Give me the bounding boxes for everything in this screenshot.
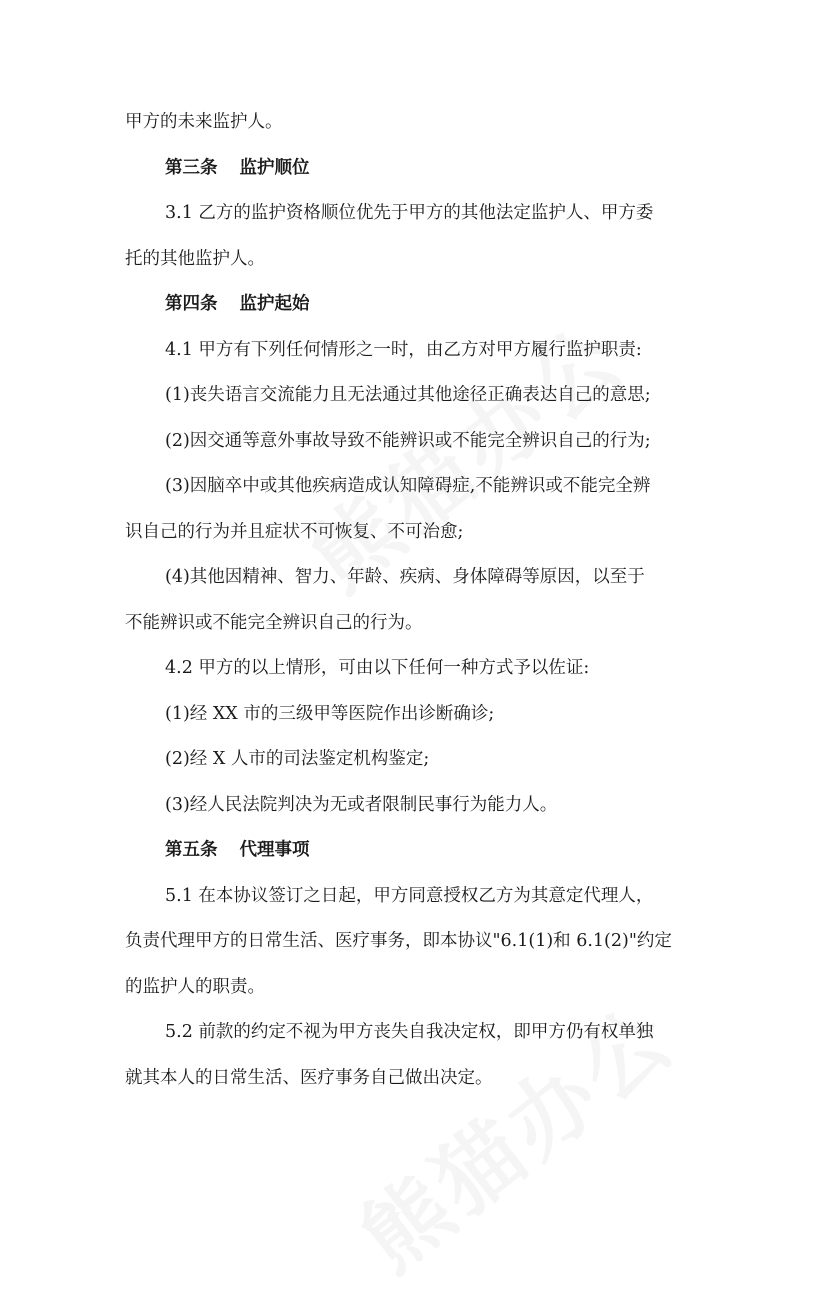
paragraph-line: 负责代理甲方的日常生活、医疗事务，即本协议"6.1(1)和 6.1(2)"约定 xyxy=(125,931,672,951)
list-item: (2)因交通等意外事故导致不能辨识或不能完全辨识自己的行为; xyxy=(165,430,651,451)
list-item: (2)经 X 人市的司法鉴定机构鉴定; xyxy=(165,749,430,769)
article-title: 监护顺位 xyxy=(239,157,310,178)
paragraph-line: 就其本人的日常生活、医疗事务自己做出决定。 xyxy=(125,1067,493,1088)
list-item: (4)其他因精神、智力、年龄、疾病、身体障碍等原因，以至于 xyxy=(165,567,645,587)
article-title: 代理事项 xyxy=(239,840,310,860)
paragraph-line: 的监护人的职责。 xyxy=(125,976,265,997)
clause-5-2: 5.2 前款的约定不视为甲方丧失自我决定权，即甲方仍有权单独 xyxy=(165,1022,654,1042)
paragraph-line: 识自己的行为并且症状不可恢复、不可治愈; xyxy=(125,521,464,542)
list-item: (1)经 XX 市的三级甲等医院作出诊断确诊; xyxy=(165,703,495,724)
article-5-heading xyxy=(125,828,710,874)
list-item: (1)丧失语言交流能力且无法通过其他途径正确表达自己的意思; xyxy=(165,385,651,405)
article-number: 第五条 xyxy=(165,840,218,860)
clause-4-1: 4.1 甲方有下列任何情形之一时，由乙方对甲方履行监护职责: xyxy=(165,339,642,360)
paragraph-line: 甲方的未来监护人。 xyxy=(125,112,283,132)
article-number: 第三条 xyxy=(165,157,218,178)
article-3-heading xyxy=(125,146,710,192)
article-title: 监护起始 xyxy=(239,294,310,314)
clause-5-1: 5.1 在本协议签订之日起，甲方同意授权乙方为其意定代理人， xyxy=(165,885,654,906)
clause-3-1: 3.1 乙方的监护资格顺位优先于甲方的其他法定监护人、甲方委 xyxy=(165,203,654,223)
document-page xyxy=(125,100,710,1101)
paragraph-line: 托的其他监护人。 xyxy=(125,248,265,269)
list-item: (3)因脑卒中或其他疾病造成认知障碍症,不能辨识或不能完全辨 xyxy=(165,476,651,496)
list-item: (3)经人民法院判决为无或者限制民事行为能力人。 xyxy=(165,794,558,815)
article-number: 第四条 xyxy=(165,294,218,314)
paragraph-line: 不能辨识或不能完全辨识自己的行为。 xyxy=(125,612,423,633)
clause-4-2: 4.2 甲方的以上情形，可由以下任何一种方式予以佐证: xyxy=(165,658,590,678)
article-4-heading xyxy=(125,282,710,328)
